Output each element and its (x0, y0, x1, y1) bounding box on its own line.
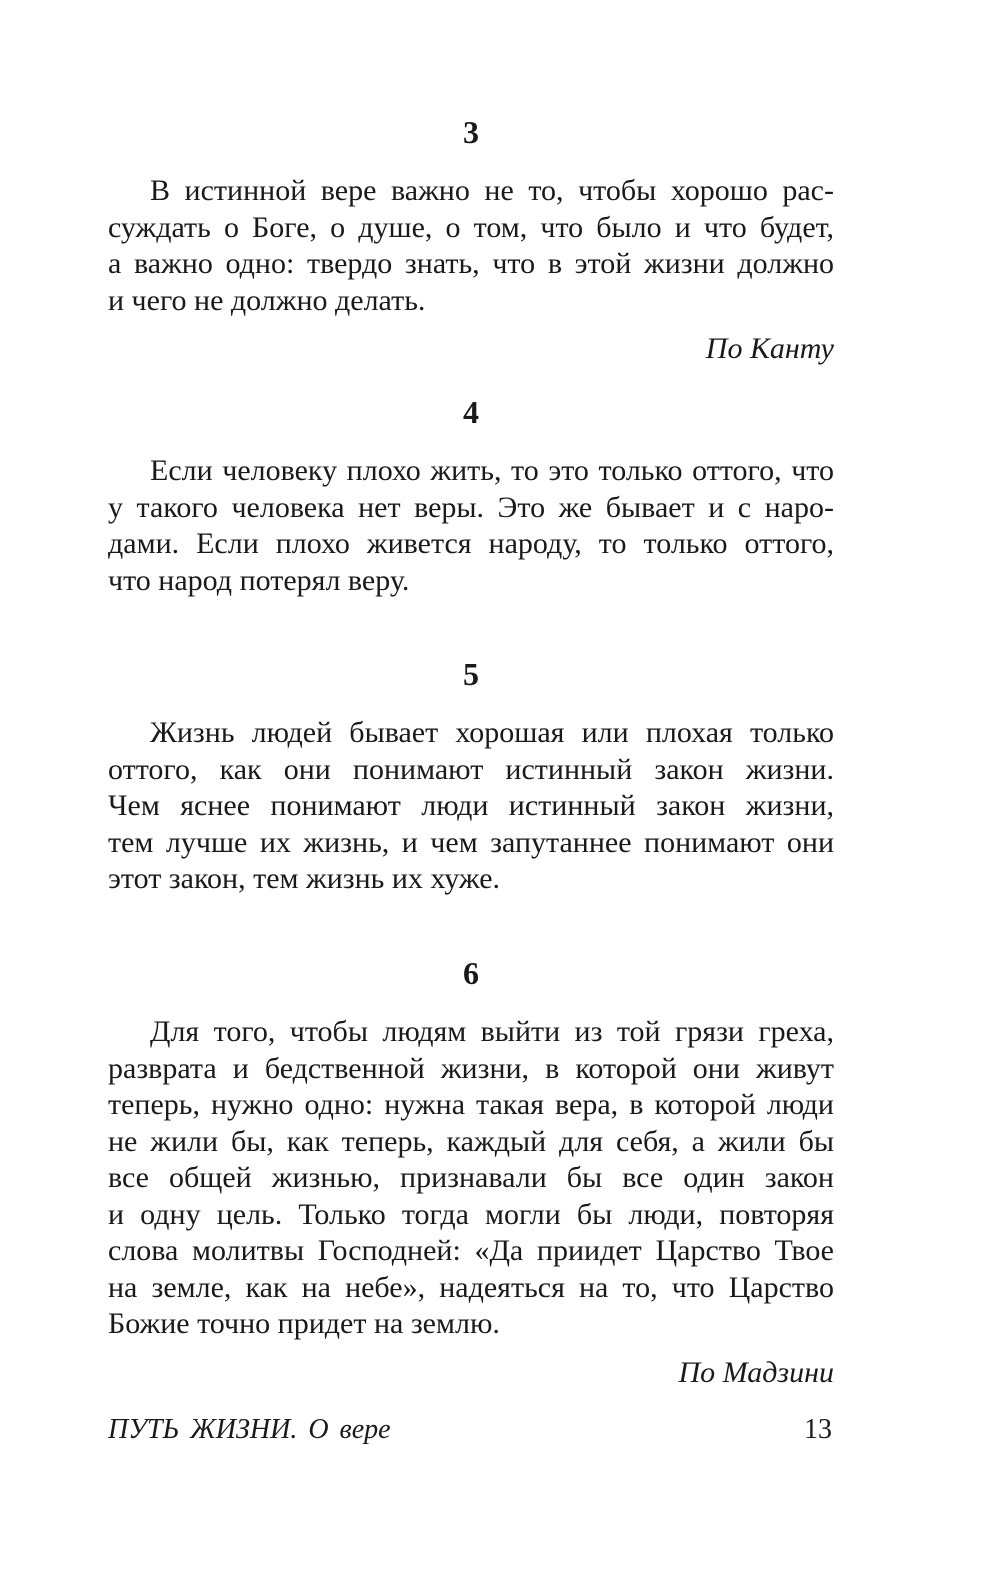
author-attribution: По Канту (705, 332, 834, 365)
text-line: Божие точно придет на землю. (108, 1307, 500, 1340)
text-line: этот закон, тем жизнь их хуже. (108, 862, 501, 895)
section-number: 5 (463, 656, 479, 692)
text-line: Если человеку плохо жить, то это только оттого, что (150, 454, 834, 487)
text-line: теперь, нужно одно: нужна такая вера, в которой люди (108, 1088, 834, 1121)
text-line: разврата и бедственной жизни, в которой они живут (108, 1051, 834, 1085)
section-paragraph (108, 173, 834, 319)
text-line: а важно одно: твердо знать, что в этой жизни должно (108, 247, 834, 280)
text-line: на земле, как на небе», надеяться на то, что Царство (108, 1270, 834, 1304)
section-number: 3 (463, 114, 479, 150)
text-line: и одну цель. Только тогда могли бы люди, повторяя (108, 1197, 834, 1231)
text-line: суждать о Боге, о душе, о том, что было и что будет, (108, 210, 834, 244)
section-paragraph (108, 453, 834, 599)
text-line: оттого, как они понимают истинный закон жизни. (108, 752, 834, 786)
text-line: Чем яснее понимают люди истинный закон жизни, (108, 789, 834, 822)
text-line: все общей жизнью, признавали бы все один закон (108, 1161, 834, 1194)
text-line: дами. Если плохо живется народу, то только оттого, (108, 527, 834, 560)
text-line: что народ потерял веру. (108, 563, 410, 597)
section-paragraph (108, 715, 834, 898)
page-footer (108, 1412, 834, 1452)
text-line: В истинной вере важно не то, чтобы хорошо рас- (150, 174, 834, 207)
text-line: не жили бы, как теперь, каждый для себя, а жили бы (108, 1124, 834, 1158)
text-line: слова молитвы Господней: «Да приидет Царство Твое (108, 1234, 834, 1267)
page-number: 13 (804, 1414, 832, 1445)
text-line: у такого человека нет веры. Это же бывает и с наро- (108, 490, 834, 524)
author-attribution: По Мадзини (678, 1355, 834, 1389)
section-3 (108, 112, 834, 367)
book-page (108, 0, 834, 1583)
text-line: и чего не должно делать. (108, 283, 426, 317)
section-6 (108, 953, 834, 1391)
text-line: Для того, чтобы людям выйти из той грязи греха, (150, 1015, 834, 1048)
section-number: 4 (463, 394, 479, 430)
text-line: тем лучше их жизнь, и чем запутаннее понимают они (108, 825, 834, 859)
running-title: ПУТЬ ЖИЗНИ. О вере (108, 1414, 391, 1445)
section-5 (108, 654, 834, 898)
section-number: 6 (463, 955, 479, 991)
text-line: Жизнь людей бывает хорошая или плохая только (150, 716, 834, 749)
section-4 (108, 392, 834, 599)
section-paragraph (108, 1014, 834, 1343)
